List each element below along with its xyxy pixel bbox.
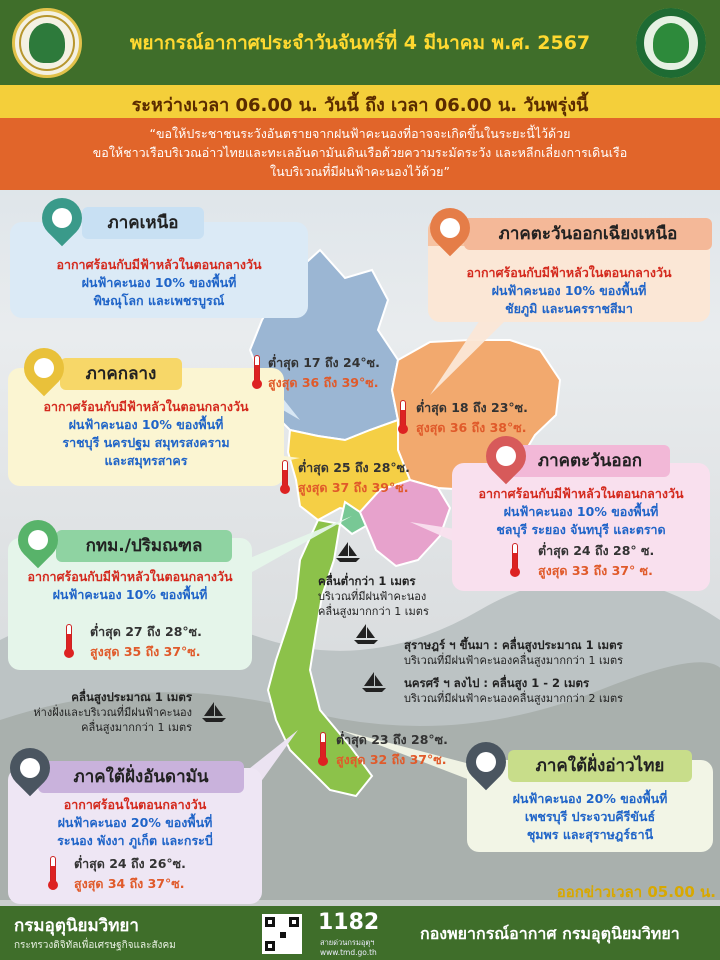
surat-wave-sub: บริเวณที่มีฝนฟ้าคะนองคลื่นสูงมากกว่า 1 เมตร [404, 654, 624, 667]
nakhon-wave-sub: บริเวณที่มีฝนฟ้าคะนองคลื่นสูงมากกว่า 2 เมตร [404, 692, 624, 705]
thermometer-icon [64, 624, 74, 658]
forecast-period: ระหว่างเวลา 06.00 น. วันนี้ ถึง เวลา 06.00 น. วันพรุ่งนี้ [131, 95, 589, 116]
bangkok-max-temp: สูงสุด 35 ถึง 37°ซ. [90, 644, 201, 659]
andaman-line-3: ระนอง พังงา ภูเก็ต และกระบี่ [57, 833, 213, 848]
east-max-temp: สูงสุด 33 ถึง 37° ซ. [538, 563, 653, 578]
website-link[interactable]: www.tmd.go.th [320, 948, 377, 957]
north-title: ภาคเหนือ [82, 207, 204, 239]
nakhon-wave-note [404, 676, 623, 706]
east-temps [538, 541, 654, 581]
northeast-max-temp: สูงสุด 36 ถึง 38°ซ. [416, 420, 527, 435]
page-title: พยากรณ์อากาศประจำวันจันทร์ที่ 4 มีนาคม พ.ศ. 2567 [129, 32, 591, 54]
andaman-wave-head: คลื่นสูงประมาณ 1 เมตร [71, 690, 192, 704]
warning-line-1: “ขอให้ประชาชนระวังอันตรายจากฝนฟ้าคะนองที่อาจจะเกิดขึ้นในระยะนี้ไว้ด้วย [149, 126, 571, 141]
northeast-min-temp: ต่ำสุด 18 ถึง 23°ซ. [416, 400, 528, 415]
andaman-max-temp: สูงสุด 34 ถึง 37°ซ. [74, 876, 185, 891]
central-title: ภาคกลาง [60, 358, 182, 390]
footer-department: กรมอุตุนิยมวิทยา [14, 916, 139, 936]
northeast-temps [416, 398, 528, 438]
north-max-temp: สูงสุด 36 ถึง 39°ซ. [268, 375, 379, 390]
east-line-1: อากาศร้อนกับมีฟ้าหลัวในตอนกลางวัน [478, 486, 684, 501]
andaman-line-1: อากาศร้อนในตอนกลางวัน [63, 797, 207, 812]
thermometer-icon [48, 856, 58, 890]
bangkok-temps [90, 622, 202, 662]
north-temps [268, 353, 380, 393]
northeast-line-2: ฝนฟ้าคะนอง 10% ของพื้นที่ [491, 283, 647, 298]
east-line-3: ชลบุรี ระยอง จันทบุรี และตราด [496, 522, 666, 537]
andaman-line-2: ฝนฟ้าคะนอง 20% ของพื้นที่ [57, 815, 213, 830]
east-card [452, 463, 710, 591]
warning-line-3: ในบริเวณที่มีฝนฟ้าคะนองไว้ด้วย” [270, 164, 450, 179]
north-min-temp: ต่ำสุด 17 ถึง 24°ซ. [268, 355, 380, 370]
hotline-number: 1182 [318, 910, 380, 935]
east-line-2: ฝนฟ้าคะนอง 10% ของพื้นที่ [503, 504, 659, 519]
andaman-wave-sub-2: คลื่นสูงมากกว่า 1 เมตร [81, 721, 192, 734]
hotline-label: สายด่วนกรมอุตุฯ [320, 938, 375, 947]
footer-bar [0, 906, 720, 960]
qr-code-icon[interactable] [262, 914, 302, 954]
gulf-min-temp: ต่ำสุด 23 ถึง 28°ซ. [336, 732, 448, 747]
warning-line-2: ขอให้ชาวเรือบริเวณอ่าวไทยและทะเลอันดามันเดินเรือด้วยความระมัดระวัง และหลีกเลี่ยงการเดินเรือ [92, 145, 628, 160]
tmd-logo [636, 8, 706, 78]
central-line-4: และสมุทรสาคร [104, 453, 188, 468]
central-line-1: อากาศร้อนกับมีฟ้าหลัวในตอนกลางวัน [43, 399, 249, 414]
sailboat-icon [352, 622, 380, 646]
header-bar [0, 0, 720, 85]
ministry-logo [12, 8, 82, 78]
gulf-line-1: ฝนฟ้าคะนอง 20% ของพื้นที่ [512, 791, 668, 806]
central-line-2: ฝนฟ้าคะนอง 10% ของพื้นที่ [68, 417, 224, 432]
sailboat-icon [200, 700, 228, 724]
andaman-temps [74, 854, 186, 894]
thermometer-icon [280, 460, 290, 494]
upper-gulf-wave-sub-1: บริเวณที่มีฝนฟ้าคะนอง [318, 590, 427, 603]
andaman-wave-note [8, 690, 192, 735]
central-max-temp: สูงสุด 37 ถึง 39°ซ. [298, 480, 409, 495]
upper-gulf-wave-sub-2: คลื่นสูงมากกว่า 1 เมตร [318, 605, 429, 618]
central-line-3: ราชบุรี นครปฐม สมุทรสงคราม [62, 435, 230, 450]
thermometer-icon [252, 355, 262, 389]
northeast-title: ภาคตะวันออกเฉียงเหนือ [464, 218, 712, 250]
thermometer-icon [318, 732, 328, 766]
gulf-line-3: ชุมพร และสุราษฎร์ธานี [526, 827, 654, 842]
andaman-wave-sub-1: ห่างฝั่งและบริเวณที่มีฝนฟ้าคะนอง [33, 706, 192, 719]
sailboat-icon [360, 670, 388, 694]
upper-gulf-wave-head: คลื่นต่ำกว่า 1 เมตร [318, 574, 416, 588]
footer-ministry: กระทรวงดิจิทัลเพื่อเศรษฐกิจและสังคม [14, 940, 176, 951]
gulf-temps [336, 730, 448, 770]
sailboat-icon [334, 540, 362, 564]
central-min-temp: ต่ำสุด 25 ถึง 28°ซ. [298, 460, 410, 475]
bangkok-line-1: อากาศร้อนกับมีฟ้าหลัวในตอนกลางวัน [27, 569, 233, 584]
north-line-1: อากาศร้อนกับมีฟ้าหลัวในตอนกลางวัน [56, 257, 262, 272]
east-min-temp: ต่ำสุด 24 ถึง 28° ซ. [538, 543, 655, 558]
issue-time: ออกข่าวเวลา 05.00 น. [556, 883, 716, 901]
period-bar [0, 85, 720, 118]
central-temps [298, 458, 410, 498]
warning-banner [0, 118, 720, 190]
northeast-line-3: ชัยภูมิ และนครราชสีมา [505, 301, 633, 316]
nakhon-wave-head: นครศรี ฯ ลงไป : คลื่นสูง 1 - 2 เมตร [404, 676, 590, 690]
bangkok-line-2: ฝนฟ้าคะนอง 10% ของพื้นที่ [52, 587, 208, 602]
upper-gulf-wave-note [318, 574, 429, 619]
south-gulf-title: ภาคใต้ฝั่งอ่าวไทย [508, 750, 692, 782]
surat-wave-note [404, 638, 623, 668]
north-line-3: พิษณุโลก และเพชรบูรณ์ [93, 293, 225, 308]
gulf-line-2: เพชรบุรี ประจวบคีรีขันธ์ [524, 809, 656, 824]
northeast-line-1: อากาศร้อนกับมีฟ้าหลัวในตอนกลางวัน [466, 265, 672, 280]
bangkok-title: กทม./ปริมณฑล [56, 530, 232, 562]
east-title: ภาคตะวันออก [510, 445, 670, 477]
gulf-max-temp: สูงสุด 32 ถึง 37°ซ. [336, 752, 447, 767]
andaman-min-temp: ต่ำสุด 24 ถึง 26°ซ. [74, 856, 186, 871]
surat-wave-head: สุราษฎร์ ฯ ขึ้นมา : คลื่นสูงประมาณ 1 เมตร [404, 638, 623, 652]
thermometer-icon [510, 543, 520, 577]
north-line-2: ฝนฟ้าคะนอง 10% ของพื้นที่ [81, 275, 237, 290]
footer-division: กองพยากรณ์อากาศ กรมอุตุนิยมวิทยา [420, 924, 680, 943]
south-andaman-title: ภาคใต้ฝั่งอันดามัน [38, 761, 244, 793]
bangkok-min-temp: ต่ำสุด 27 ถึง 28°ซ. [90, 624, 202, 639]
thermometer-icon [398, 400, 408, 434]
